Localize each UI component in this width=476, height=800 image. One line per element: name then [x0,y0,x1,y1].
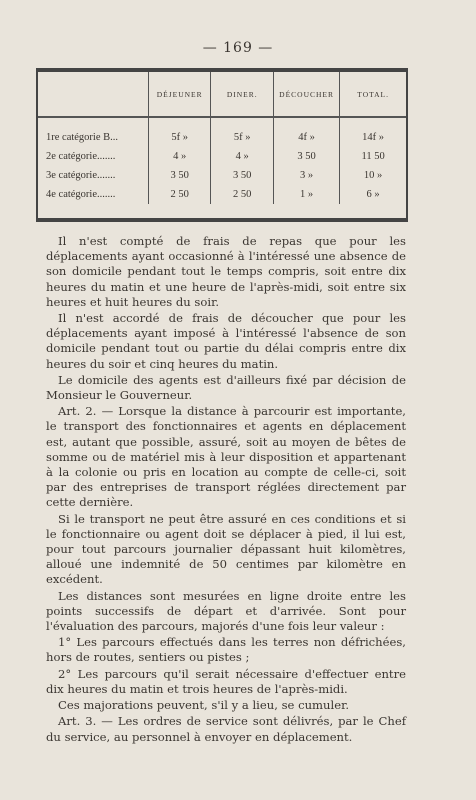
cell-dejeuner: 2 50 [148,185,211,204]
table-row [38,185,406,204]
table-row [38,166,406,185]
row-label: 4e catégorie....... [46,189,116,200]
page-number: — 169 — [202,40,274,56]
paragraph: Le domicile des agents est d'ailleurs fixé par décision de Monsieur le Gouverneur. [46,372,406,403]
cell-diner: 5f » [211,117,274,147]
rates-table [38,72,406,204]
table-row [38,117,406,147]
paragraph: Si le transport ne peut être assuré en ces conditions et si le fonctionnaire ou agent doit se déplacer à pied, il lui est, pour tout parcours journalier dépassant huit kilomètres, alloué une indemnité de 50 centimes par kilomètre en excédent. [46,511,406,587]
paragraph: 2° Les parcours qu'il serait nécessaire d'effectuer entre dix heures du matin et trois heures de l'après-midi. [46,666,406,696]
cell-decoucher: 1 » [273,185,339,204]
header-dejeuner: DÉJEUNER [148,72,211,117]
paragraph: Art. 2. — Lorsque la distance à parcourir est importante, le transport des fonctionnaires et agents en déplacement est, autant que possible, assuré, soit au moyen de bêtes de somme ou de matériel mis à leur disposition et appartenant à la colonie ou pris en location au compte de celle-ci, soit par des entreprises de transport réglées directement par cette dernière. [46,404,406,510]
cell-dejeuner: 4 » [148,147,211,166]
header-decoucher: DÉCOUCHER [273,72,339,117]
row-label: 2e catégorie....... [46,151,116,162]
paragraph: 1° Les parcours effectués dans les terres non défrichées, hors de routes, sentiers ou pistes ; [46,635,406,665]
cell-total: 10 » [340,166,406,185]
paragraph: Il n'est compté de frais de repas que pour les déplacements ayant occasionné à l'intéressé une absence de son domicile pendant tout le temps compris, soit entre dix heures du matin et une heure de l'après-midi, soit entre six heures et huit heures du soir. [46,234,406,309]
cell-total: 14f » [340,117,406,147]
cell-diner: 2 50 [211,185,274,204]
cell-diner: 3 50 [211,166,274,185]
paragraph: Ces majorations peuvent, s'il y a lieu, se cumuler. [58,698,350,713]
row-label: 3e catégorie....... [46,170,116,181]
paragraph: Les distances sont mesurées en ligne droite entre les points successifs de départ et d'arrivée. Sont pour l'évaluation des parcours, majorés d'une fois leur valeur : [46,588,406,634]
cell-total: 11 50 [340,147,406,166]
cell-decoucher: 3 50 [273,147,339,166]
paragraph: Il n'est accordé de frais de découcher que pour les déplacements ayant imposé à l'intéressé l'absence de son domicile pendant tout ou partie du délai compris entre dix heures du soir et cinq heures du matin. [46,311,406,371]
row-label: 1re catégorie B... [46,132,119,143]
cell-dejeuner: 5f » [148,117,211,147]
table-row [38,147,406,166]
header-category [38,72,148,117]
cell-diner: 4 » [211,147,274,166]
cell-decoucher: 4f » [273,117,339,147]
cell-decoucher: 3 » [273,166,339,185]
header-diner: DINER. [211,72,274,117]
rates-table-frame [36,68,408,222]
body-text [46,234,406,745]
cell-total: 6 » [340,185,406,204]
paragraph: Art. 3. — Les ordres de service sont délivrés, par le Chef du service, au personnel à envoyer en déplacement. [46,714,406,744]
header-total: TOTAL. [340,72,406,117]
table-header-row [38,72,406,117]
cell-dejeuner: 3 50 [148,166,211,185]
